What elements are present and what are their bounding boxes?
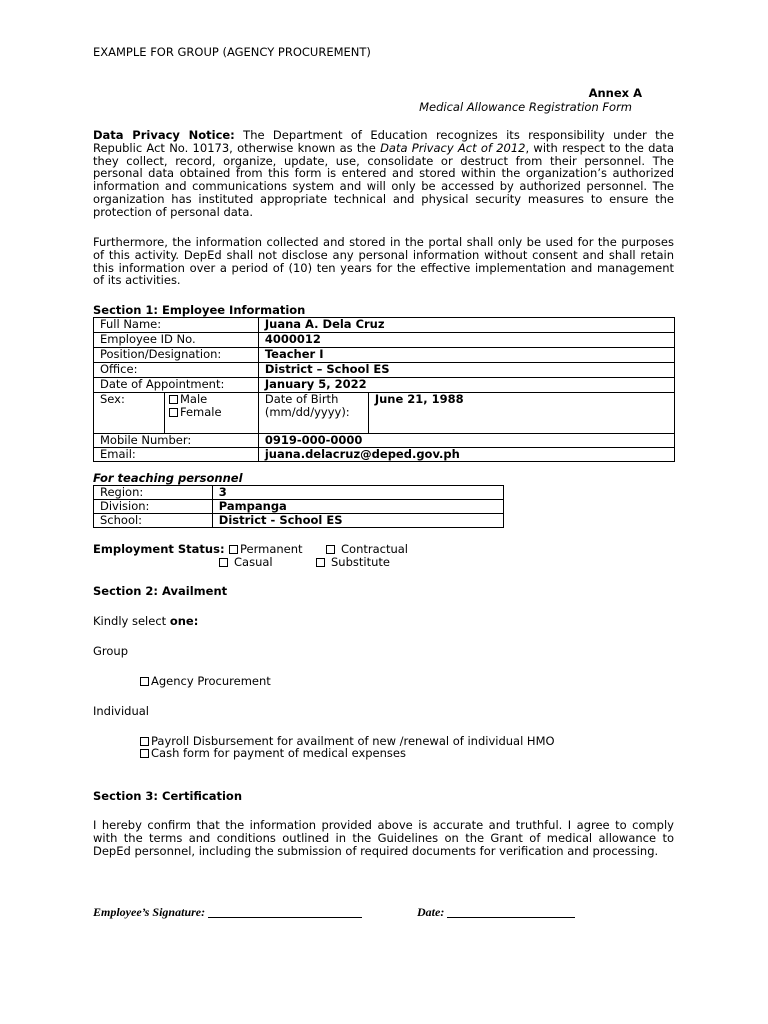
payroll-checkbox[interactable] — [140, 737, 149, 746]
certification-text: I hereby confirm that the information provided above is accurate and truthful. I agree to comply with the terms and conditions outlined in the Guidelines on the Grant of medical allowance to DepEd personnel, including the submission of required documents for verification and processing. — [93, 818, 674, 858]
position-label: Position/Designation: — [94, 348, 259, 363]
contractual-option[interactable] — [326, 542, 408, 556]
one-text: one: — [169, 614, 199, 628]
employee-id-value: 4000012 — [258, 333, 674, 348]
permanent-label: Permanent — [240, 542, 303, 556]
teaching-title: For teaching personnel — [93, 471, 243, 485]
mobile-label: Mobile Number: — [94, 434, 259, 448]
group-label: Group — [93, 644, 129, 658]
cash-option[interactable] — [140, 746, 406, 760]
agency-procurement-checkbox[interactable] — [140, 677, 149, 686]
cash-checkbox[interactable] — [140, 749, 149, 758]
sex-cell — [94, 393, 259, 434]
employee-info-table — [93, 317, 675, 462]
male-label: Male — [180, 392, 208, 406]
office-value: District – School ES — [258, 363, 674, 378]
sex-female-option[interactable] — [169, 406, 222, 419]
email-label: Email: — [94, 448, 259, 462]
substitute-option[interactable] — [316, 555, 390, 569]
form-title: Medical Allowance Registration Form — [419, 100, 632, 114]
payroll-label: Payroll Disbursement for availment of new /renewal of individual HMO — [151, 734, 555, 748]
division-value: Pampanga — [212, 500, 503, 514]
email-value: juana.delacruz@deped.gov.ph — [258, 448, 674, 462]
section1-title: Section 1: Employee Information — [93, 303, 306, 317]
dob-label-line1: Date of Birth — [264, 392, 339, 406]
date-label: Date: — [417, 905, 445, 919]
agency-procurement-label: Agency Procurement — [151, 674, 271, 688]
teaching-table — [93, 485, 504, 528]
privacy-notice — [93, 129, 674, 219]
appointment-label: Date of Appointment: — [94, 378, 259, 393]
office-label: Office: — [94, 363, 259, 378]
appointment-value: January 5, 2022 — [258, 378, 674, 393]
region-label: Region: — [94, 486, 213, 500]
female-checkbox[interactable] — [169, 408, 178, 417]
signature-blank[interactable] — [208, 917, 362, 918]
dob-value: June 21, 1988 — [368, 393, 674, 434]
region-value: 3 — [212, 486, 503, 500]
substitute-checkbox[interactable] — [316, 558, 325, 567]
dob-label-line2: (mm/dd/yyyy): — [264, 405, 350, 419]
kindly-select — [93, 614, 198, 628]
casual-option[interactable] — [219, 555, 273, 569]
permanent-option[interactable] — [229, 542, 303, 556]
substitute-label: Substitute — [331, 555, 390, 569]
privacy-label: Data Privacy Notice: — [93, 128, 235, 142]
casual-label: Casual — [234, 555, 273, 569]
kindly-text: Kindly select — [93, 614, 170, 628]
school-label: School: — [94, 514, 213, 528]
contractual-checkbox[interactable] — [326, 545, 335, 554]
privacy-paragraph-2: Furthermore, the information collected and stored in the portal shall only be used for the purposes of this activity. DepEd shall not disclose any personal information without consent and shall retain this information over a period of (10) ten years for the effective implementation and management of its activities. — [93, 235, 674, 288]
contractual-label: Contractual — [341, 542, 409, 556]
sex-label: Sex: — [94, 393, 165, 433]
privacy-text-a: The Department of Education recognizes its responsibility under the Republic Act No. 10173, otherwise known as the — [93, 128, 675, 155]
male-checkbox[interactable] — [169, 395, 178, 404]
mobile-value: 0919-000-0000 — [258, 434, 674, 448]
full-name-label: Full Name: — [94, 318, 259, 333]
date-line — [417, 905, 575, 920]
employee-id-label: Employee ID No. — [94, 333, 259, 348]
permanent-checkbox[interactable] — [229, 545, 238, 554]
annex-label: Annex A — [588, 86, 642, 100]
section2-title: Section 2: Availment — [93, 584, 228, 598]
casual-checkbox[interactable] — [219, 558, 228, 567]
employment-status-label: Employment Status: — [93, 542, 225, 556]
school-value: District - School ES — [212, 514, 503, 528]
privacy-text-b: , with respect to the data they collect, record, organize, update, use, consolidate or destruct from their personnel. The personal data obtained from this form is entered and stored within the organization’s authorized information and communications system and will only be accessed by authorized personnel. The organization has instituted appropriate technical and physical security measures to ensure the protection of personal data. — [93, 140, 674, 219]
example-label: EXAMPLE FOR GROUP (AGENCY PROCUREMENT) — [93, 45, 371, 59]
individual-label: Individual — [93, 704, 150, 718]
date-blank[interactable] — [447, 917, 575, 918]
signature-line — [93, 905, 362, 920]
section3-title: Section 3: Certification — [93, 789, 243, 803]
position-value: Teacher I — [258, 348, 674, 363]
full-name-value: Juana A. Dela Cruz — [258, 318, 674, 333]
female-label: Female — [180, 405, 222, 419]
agency-procurement-option[interactable] — [140, 674, 271, 688]
division-label: Division: — [94, 500, 213, 514]
cash-label: Cash form for payment of medical expenses — [151, 746, 406, 760]
privacy-act-name: Data Privacy Act of 2012 — [380, 140, 526, 155]
dob-label — [258, 393, 368, 434]
signature-label: Employee’s Signature: — [93, 905, 206, 919]
